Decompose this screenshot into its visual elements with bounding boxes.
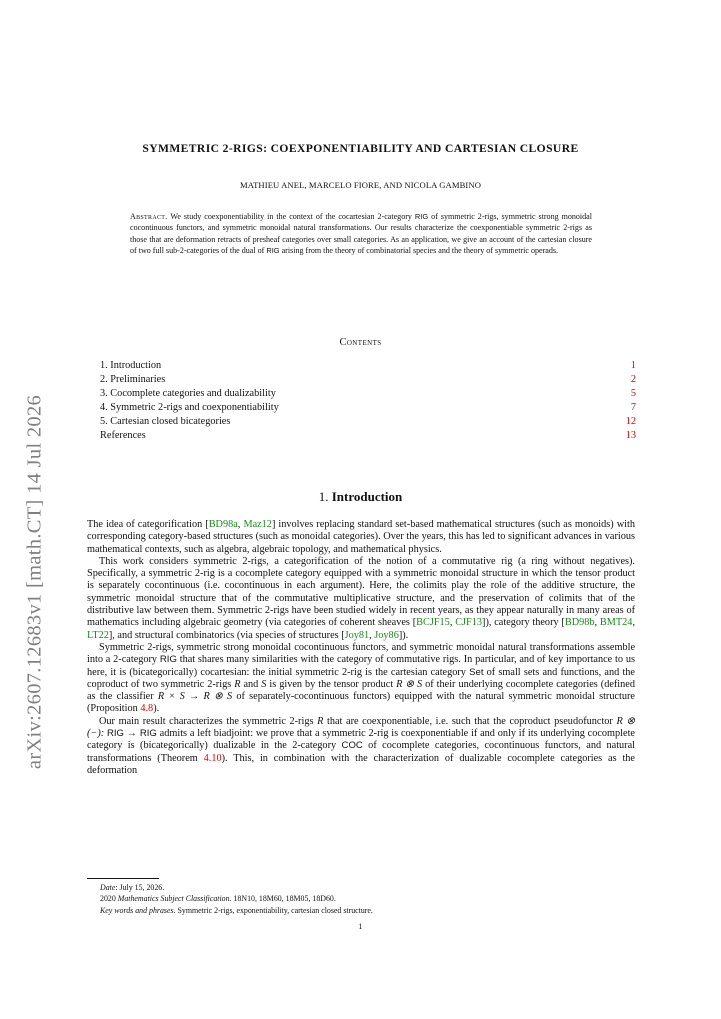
citation-link[interactable]: Joy86	[374, 629, 399, 641]
paragraph: The idea of categorification [BD98a, Maz12] involves replacing standard set-based mathematical structures (such as monoids) with corresponding category-based structures (such as monoidal categories). Over the years, this has led to significant advances in various mathematical contexts, such as algebra, algebraic topology, and mathematical physics.	[87, 519, 635, 555]
paper-title: SYMMETRIC 2-RIGS: COEXPONENTIABILITY AND CARTESIAN CLOSURE	[142, 142, 579, 155]
footnote-msc: 2020 Mathematics Subject Classification. 18N10, 18M60, 18M05, 18D60.	[100, 894, 336, 904]
citation-link[interactable]: Joy81	[344, 629, 370, 641]
abstract	[130, 211, 592, 256]
citation-link[interactable]: BMT24	[599, 617, 633, 629]
footnote-rule	[87, 878, 159, 879]
citation-link[interactable]: BCJF15	[416, 617, 450, 629]
toc-entry[interactable]	[100, 401, 636, 415]
toc-entry[interactable]	[100, 373, 636, 387]
abstract-rig: RIG	[414, 212, 429, 221]
paragraph: This work considers symmetric 2-rigs, a categorification of the notion of a commutative rig (a ring without negatives). Specifically, a symmetric 2-rig is a cocomplete category equipped with a symmetric monoidal structure in which the tensor product is separately cocontinuous (i.e. cocontinuous in each argument). Here, the colimits play the role of the additive structure, the symmetric monoidal structure that of the commutative multiplicative structure, and the preservation of colimits that of the distributive law between them. Symmetric 2-rigs have been studied widely in recent years, as they appear naturally in many areas of mathematics including algebraic geometry (via categories of coherent sheaves [BCJF15, CJF13]), category theory [BD98b, BMT24, LT22], and structural combinatorics (via species of structures [Joy81, Joy86]).	[87, 555, 636, 641]
footnote-keywords: Key words and phrases. Symmetric 2-rigs, exponentiability, cartesian closed structure.	[100, 905, 373, 915]
paragraph: Our main result characterizes the symmetric 2-rigs R that are coexponentiable, i.e. such that the coproduct pseudofunctor R ⊗ (−): RIG → RIG admits a left biadjoint: we prove that a symmetric 2-rig is coexponentiable if and only if its underlying cocomplete category is (bicategorically) dualizable in the 2-category COC of cocomplete categories, cocontinuous functors, and natural transformations (Theorem 4.10). This, in combination with the characterization of dualizable cocomplete categories as the deformation	[87, 715, 636, 776]
arxiv-identifier: arXiv:2607.12683v1 [math.CT] 14 Jul 2026	[23, 394, 46, 770]
toc-entry[interactable]	[100, 359, 636, 373]
toc-page-link[interactable]: 12	[625, 416, 636, 428]
abstract-heading: Abstract.	[130, 212, 168, 221]
toc-page-link[interactable]: 1	[630, 360, 636, 371]
footnotes	[87, 882, 647, 916]
citation-link[interactable]: CJF13	[455, 617, 483, 629]
table-of-contents	[100, 359, 636, 444]
toc-page-link[interactable]: 13	[625, 430, 636, 442]
toc-label[interactable]: References	[100, 430, 146, 442]
toc-page-link[interactable]: 2	[630, 374, 636, 386]
arxiv-sidebar-stamp	[18, 372, 52, 792]
section-heading	[0, 489, 721, 505]
citation-link[interactable]: Maz12	[243, 519, 272, 530]
paper-authors: MATHIEU ANEL, MARCELO FIORE, AND NICOLA GAMBINO	[239, 180, 482, 190]
toc-label[interactable]: 3. Cocomplete categories and dualizability	[100, 388, 276, 400]
abstract-text: arising from the theory of combinatorial species and the theory of symmetric operads.	[279, 245, 559, 255]
toc-label[interactable]: 4. Symmetric 2-rigs and coexponentiability	[100, 402, 279, 414]
cross-reference-link[interactable]: 4.8	[140, 703, 154, 715]
citation-link[interactable]: BD98a	[208, 519, 238, 530]
toc-page-link[interactable]: 7	[630, 402, 636, 414]
toc-label[interactable]: 1. Introduction	[100, 360, 162, 371]
page-number: 1	[358, 922, 363, 931]
citation-link[interactable]: LT22	[87, 629, 109, 641]
cross-reference-link[interactable]: 4.10	[203, 752, 222, 764]
citation-link[interactable]: BD98b	[564, 617, 595, 629]
abstract-text: of symmetric 2-rigs, symmetric strong monoidal cocontinuous functors, and symmetric monoidal natural transformations. Our results characterize the coexponentiable symmetric 2-rigs as those that are deformation retracts of presheaf categories over small categories. As an application, we give an account of the cartesian closure of two full sub-2-categories of the dual of	[130, 212, 592, 255]
body-text	[87, 519, 635, 777]
toc-label[interactable]: 2. Preliminaries	[100, 374, 166, 386]
toc-entry[interactable]	[100, 429, 636, 443]
footnote-date: Date: July 15, 2026.	[100, 883, 165, 892]
section-number: 1.	[318, 489, 329, 504]
contents-heading: Contents	[339, 337, 382, 348]
toc-entry[interactable]	[100, 387, 636, 401]
toc-label[interactable]: 5. Cartesian closed bicategories	[100, 416, 231, 428]
section-title: Introduction	[331, 489, 403, 504]
abstract-text: We study coexponentiability in the context of the cocartesian 2-category	[170, 212, 415, 221]
paragraph: Symmetric 2-rigs, symmetric strong monoidal cocontinuous functors, and symmetric monoidal natural transformations assemble into a 2-category RIG that shares many similarities with the category of commutative rigs. In particular, and of key importance to us here, it is (bicategorically) cocartesian: the initial symmetric 2-rig is the cartesian category Set of small sets and functions, and the coproduct of two symmetric 2-rigs R and S is given by the tensor product R ⊗ S of their underlying cocomplete categories (defined as the classifier R × S → R ⊗ S of separately-cocontinuous functors) equipped with the natural symmetric monoidal structure (Proposition 4.8).	[87, 641, 635, 715]
toc-entry[interactable]	[100, 415, 636, 429]
abstract-rig: RIG	[266, 245, 280, 255]
toc-page-link[interactable]: 5	[630, 388, 636, 400]
